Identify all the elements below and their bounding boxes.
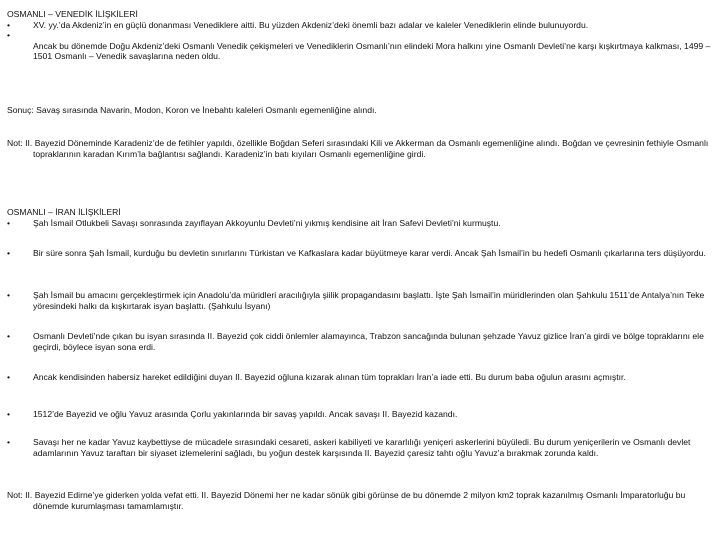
- bullet-icon: •: [7, 331, 11, 341]
- venedik-note: [7, 138, 714, 159]
- venedik-bullet-2: [7, 30, 714, 62]
- bullet-icon: •: [7, 409, 11, 419]
- iran-bullet-3: [7, 290, 714, 311]
- venedik-sonuc: [7, 105, 714, 116]
- sonuc-text: Savaş sırasında Navarin, Modon, Koron ve İnebahtı kaleleri Osmanlı egemenliğine alındı.: [36, 105, 377, 115]
- bullet-icon: •: [7, 372, 11, 382]
- note-text: II. Bayezid Döneminde Karadeniz’de de fetihler yapıldı, özellikle Boğdan Seferi sırasındaki Kili ve Akkerman da Osmanlı egemenliğine alındı. Boğdan ve çevresinin fethiyle Osmanlı topraklarının karadan Kırım’la bağlantısı sağlandı. Karadeniz’in batı kıyıları Osmanlı egemenliğine girdi.: [25, 138, 709, 159]
- bullet-icon: •: [7, 19, 11, 30]
- bullet-icon: •: [7, 248, 11, 258]
- bullet-icon: •: [7, 218, 11, 228]
- venedik-bullet-1-text: XV. yy.’da Akdeniz’in en güçlü donanması Venediklere aitti. Bu yüzden Akdeniz’deki önemli bazı adalar ve kaleler Venediklerin elinde bulunuyordu.: [33, 19, 589, 30]
- note-text: II. Bayezid Edirne’ye giderken yolda vefat etti. II. Bayezid Dönemi her ne kadar sönük gibi görünse de bu dönemde 2 milyon km2 toprak kazanılmış Osmanlı İmparatorluğu bu dönemde kurumlaşması tamamlamıştır.: [25, 490, 686, 511]
- note-label: Not:: [7, 490, 23, 500]
- iran-title: OSMANLI – İRAN İLİŞKİLERİ: [7, 207, 121, 217]
- iran-bullet-1-text: Şah İsmail Otlukbeli Savaşı sonrasında zayıflayan Akkoyunlu Devleti’ni yıkmış kendisine ait İran Safevi Devleti’ni kurmuştu.: [33, 218, 501, 228]
- note-label: Not:: [7, 138, 23, 148]
- iran-bullet-7: [7, 437, 714, 458]
- iran-bullet-4: [7, 331, 714, 352]
- iran-section: [7, 207, 714, 218]
- bullet-icon: •: [7, 30, 11, 41]
- iran-bullet-6-text: 1512’de Bayezid ve oğlu Yavuz arasında Çorlu yakınlarında bir savaş yapıldı. Ancak savaşı II. Bayezid kazandı.: [33, 409, 458, 419]
- iran-bullet-5-text: Ancak kendisinden habersiz hareket edildiğini duyan II. Bayezid oğluna kızarak alınan tüm toprakları İran’a iade etti. Bu durum baba oğulun arasını açmıştır.: [33, 372, 626, 382]
- bullet-icon: •: [7, 437, 11, 447]
- iran-bullet-6: [7, 409, 714, 420]
- iran-bullet-7-text: Savaşı her ne kadar Yavuz kaybettiyse de mücadele sırasındaki cesareti, askeri kabiliyeti ve kararlılığı yeniçeri askerlerini büyüledi. Bu durum yeniçerilerin ve Osmanlı devlet adamlarının Yavuz taraftarı bir siyaset izlemelerini sağladı, bu yoğun destek karşısında II. Bayezid çaresiz tahtı oğlu Yavuz’a bırakmak zorunda kaldı.: [33, 437, 691, 458]
- iran-bullet-3-text: Şah İsmail bu amacını gerçekleştirmek için Anadolu’da müridleri aracılığıyla şiilik propagandasını başlattı. İşte Şah İsmail’in müridlerinden olan Şahkulu 1511’de Antalya’nın Teke yöresindeki halkı da kışkırtarak isyan başlattı. (Şahkulu İsyanı): [33, 290, 705, 311]
- bullet-icon: •: [7, 290, 11, 300]
- iran-bullet-4-text: Osmanlı Devleti’nde çıkan bu isyan sırasında II. Bayezid çok ciddi önlemler alamayınca, Trabzon sancağında bulunan şehzade Yavuz gizlice İran’a girdi ve bölge topraklarını ele geçirdi, böylece isyan sona erdi.: [33, 331, 704, 352]
- iran-note: [7, 490, 714, 511]
- iran-bullet-1: [7, 218, 714, 229]
- venedik-section: [7, 9, 714, 62]
- iran-bullet-2-text: Bir süre sonra Şah İsmail, kurduğu bu devletin sınırlarını Türkistan ve Kafkaslara kadar büyütmeye karar verdi. Ancak Şah İsmail’in bu hedefi Osmanlı çıkarlarına ters düşüyordu.: [33, 248, 706, 258]
- venedik-bullet-1: [7, 20, 714, 31]
- venedik-bullet-2-text: Ancak bu dönemde Doğu Akdeniz’deki Osmanlı Venedik çekişmeleri ve Venediklerin Osmanlı’nın elindeki Mora halkını yine Osmanlı Devleti’ne karşı kışkırtmaya kalkması, 1499 – 1501 Osmanlı – Venedik savaşlarına neden oldu.: [33, 40, 711, 62]
- iran-bullet-5: [7, 372, 714, 383]
- venedik-title: OSMANLI – VENEDİK İLİŞKİLERİ: [7, 9, 138, 19]
- iran-bullet-2: [7, 248, 714, 259]
- sonuc-label: Sonuç:: [7, 105, 34, 115]
